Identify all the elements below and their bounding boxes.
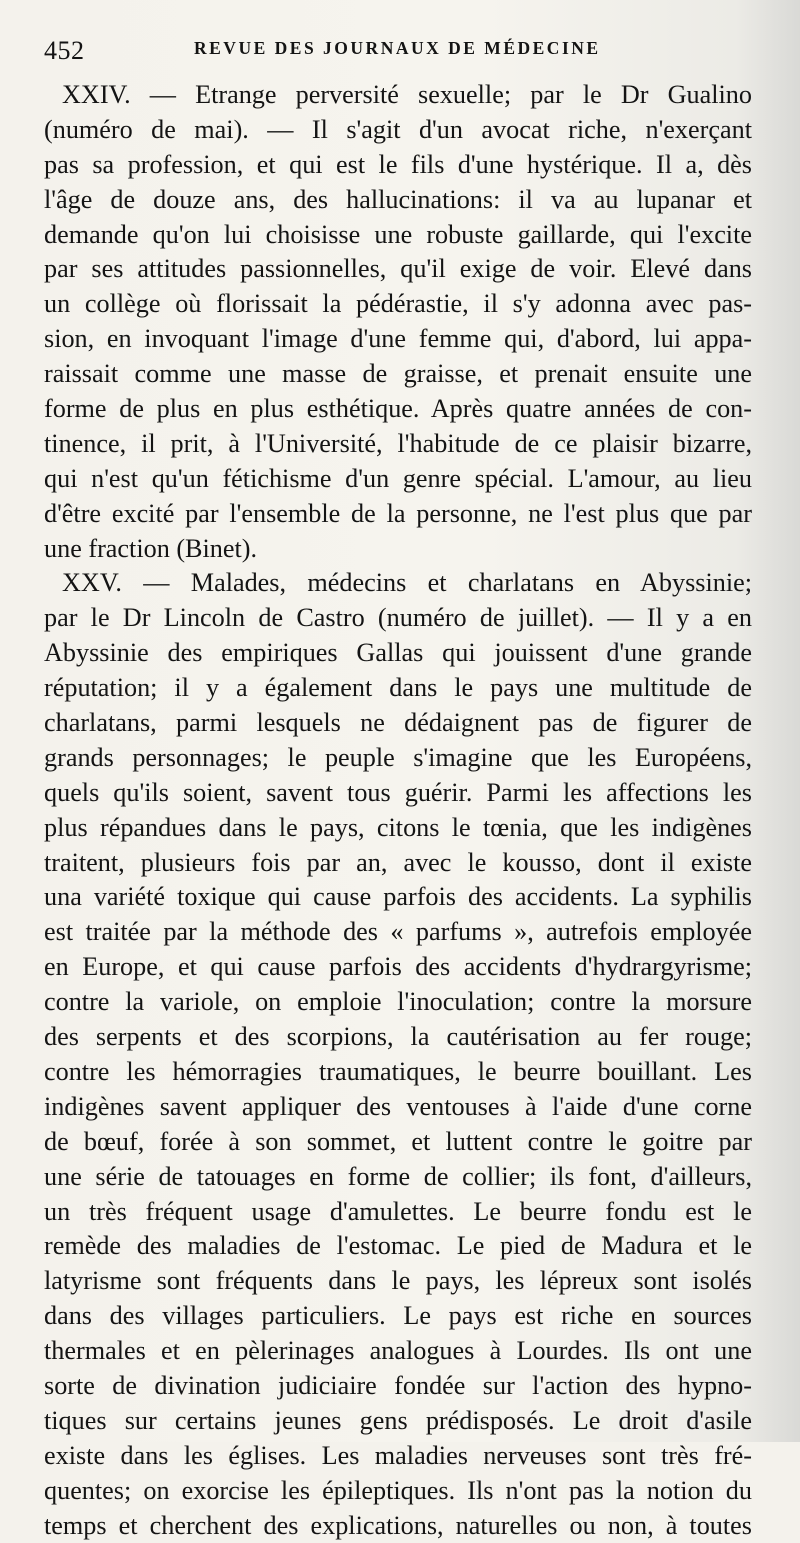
text-line: contre les hémorragies traumatiques, le beurre bouillant. Les: [44, 1056, 752, 1086]
text-line: un collège où florissait la pédérastie, il s'y adonna avec pas-: [44, 289, 752, 319]
text-line: par ses attitudes passionnelles, qu'il exige de voir. Elevé dans: [44, 254, 752, 284]
text-line: indigènes savent appliquer des ventouses à l'aide d'une corne: [44, 1091, 752, 1121]
text-line: est traitée par la méthode des « parfums », autrefois employée: [44, 917, 752, 947]
text-line: pas sa profession, et qui est le fils d'une hystérique. Il a, dès: [44, 149, 752, 179]
header-title: REVUE DES JOURNAUX DE MÉDECINE: [194, 38, 601, 58]
running-header: [44, 34, 752, 78]
text-line: une fraction (Binet).: [44, 533, 258, 563]
text-line: dans des villages particuliers. Le pays est riche en sources: [44, 1301, 752, 1331]
text-line: temps et cherchent des explications, naturelles ou non, à toutes: [44, 1510, 752, 1540]
text-line: quentes; on exorcise les épileptiques. Ils n'ont pas la notion du: [44, 1475, 752, 1505]
text-line: grands personnages; le peuple s'imagine que les Européens,: [44, 742, 752, 772]
text-line: demande qu'on lui choisisse une robuste gaillarde, qui l'excite: [44, 219, 752, 249]
text-line: traitent, plusieurs fois par an, avec le kousso, dont il existe: [44, 847, 752, 877]
text-line: tiques sur certains jeunes gens prédisposés. Le droit d'asile: [44, 1405, 752, 1435]
text-line: quels qu'ils soient, savent tous guérir. Parmi les affections les: [44, 777, 752, 807]
text-line: existe dans les églises. Les maladies nerveuses sont très fré-: [44, 1440, 752, 1470]
text-line: raissait comme une masse de graisse, et prenait ensuite une: [44, 359, 752, 389]
text-line: charlatans, parmi lesquels ne dédaignent pas de figurer de: [44, 708, 752, 738]
text-line: tinence, il prit, à l'Université, l'habitude de ce plaisir bizarre,: [44, 428, 752, 458]
text-line: XXV. — Malades, médecins et charlatans en Abyssinie;: [62, 568, 752, 598]
text-line: remède des maladies de l'estomac. Le pied de Madura et le: [44, 1231, 752, 1261]
text-line: une série de tatouages en forme de collier; ils font, d'ailleurs,: [44, 1161, 752, 1191]
page-number: 452: [44, 36, 85, 65]
text-line: un très fréquent usage d'amulettes. Le beurre fondu est le: [44, 1196, 752, 1226]
text-line: latyrisme sont fréquents dans le pays, les lépreux sont isolés: [44, 1266, 752, 1296]
text-line: réputation; il y a également dans le pays une multitude de: [44, 673, 752, 703]
text-line: par le Dr Lincoln de Castro (numéro de juillet). — Il y a en: [44, 603, 752, 633]
text-line: XXIV. — Etrange perversité sexuelle; par le Dr Gualino: [62, 80, 752, 109]
text-line: en Europe, et qui cause parfois des accidents d'hydrargyrisme;: [44, 952, 752, 982]
text-line: plus répandues dans le pays, citons le tœnia, que les indigènes: [44, 812, 752, 842]
text-line: l'âge de douze ans, des hallucinations: il va au lupanar et: [44, 184, 752, 214]
text-line: thermales et en pèlerinages analogues à Lourdes. Ils ont une: [44, 1336, 752, 1366]
text-line: qui n'est qu'un fétichisme d'un genre spécial. L'amour, au lieu: [44, 463, 752, 493]
text-line: des serpents et des scorpions, la cautérisation au fer rouge;: [44, 1022, 752, 1052]
text-line: una variété toxique qui cause parfois des accidents. La syphilis: [44, 882, 752, 912]
text-line: (numéro de mai). — Il s'agit d'un avocat riche, n'exerçant: [44, 114, 752, 144]
text-line: contre la variole, on emploie l'inoculation; contre la morsure: [44, 987, 752, 1017]
text-line: forme de plus en plus esthétique. Après quatre années de con-: [44, 394, 752, 424]
text-line: Abyssinie des empiriques Gallas qui jouissent d'une grande: [44, 638, 752, 668]
text-line: sorte de divination judiciaire fondée sur l'action des hypno-: [44, 1370, 752, 1400]
text-line: d'être excité par l'ensemble de la personne, ne l'est plus que par: [44, 498, 752, 528]
text-line: sion, en invoquant l'image d'une femme qui, d'abord, lui appa-: [44, 324, 752, 354]
article-body: [44, 78, 752, 1543]
text-line: de bœuf, forée à son sommet, et luttent contre le goitre par: [44, 1126, 752, 1156]
